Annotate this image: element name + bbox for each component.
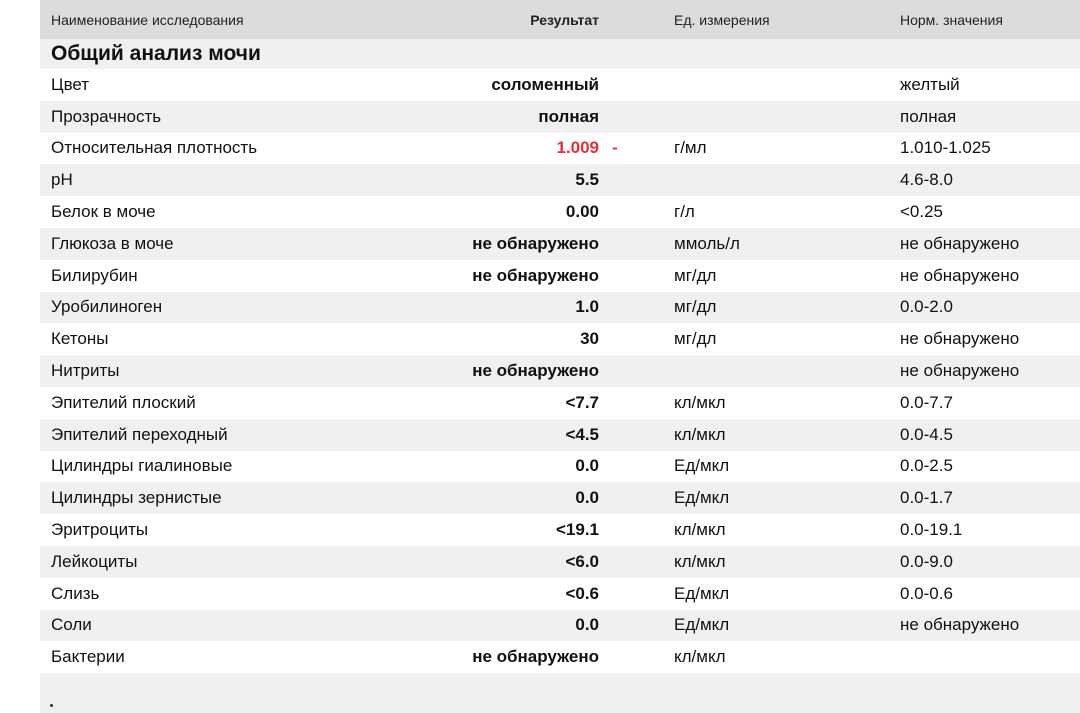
test-name: Эпителий переходный [51,424,228,444]
test-name: Цилиндры зернистые [51,488,222,508]
table-row [40,323,1080,355]
test-norm: желтый [900,74,960,94]
test-name: Относительная плотность [51,138,258,158]
test-result: не обнаружено [472,361,599,381]
test-norm: не обнаружено [900,361,1020,381]
test-name: Бактерии [51,647,125,667]
test-name: Лейкоциты [51,551,138,571]
test-result: 5.5 [575,170,599,190]
table-row [40,387,1080,419]
table-row [40,451,1080,483]
test-result: 0.00 [565,202,599,222]
test-name: Цвет [51,74,90,94]
test-unit: Ед/мкл [674,615,730,635]
test-result: 0.0 [575,488,599,508]
test-unit: г/мл [674,138,707,158]
test-unit: Ед/мкл [674,456,730,476]
abnormal-flag: - [612,138,618,158]
test-unit: мг/дл [674,297,717,317]
test-norm: 1.010-1.025 [900,138,991,158]
test-norm: 0.0-2.0 [900,297,953,317]
table-row [40,101,1080,133]
test-norm: 0.0-1.7 [900,488,953,508]
test-norm: не обнаружено [900,233,1020,253]
test-result: 0.0 [575,615,599,635]
test-result: полная [538,106,599,126]
section-title: Общий анализ мочи [51,42,261,65]
header-unit: Ед. измерения [674,11,770,28]
test-norm: 0.0-0.6 [900,583,953,603]
test-name: pH [51,170,73,190]
table-row [40,482,1080,514]
table-row [40,228,1080,260]
test-name: Слизь [51,583,100,603]
test-unit: мг/дл [674,265,717,285]
section-title-row [40,39,1080,69]
test-name: Цилиндры гиалиновые [51,456,233,476]
table-row [40,546,1080,578]
table-row [40,514,1080,546]
test-name: Эритроциты [51,520,149,540]
test-name: Прозрачность [51,106,162,126]
table-row [40,610,1080,642]
table-row [40,196,1080,228]
test-result: 0.0 [575,456,599,476]
test-result: <7.7 [565,392,599,412]
table-row [40,292,1080,324]
test-unit: кл/мкл [674,551,726,571]
test-result: 1.009 [556,138,599,158]
table-header [40,0,1080,39]
test-result: соломенный [491,74,599,94]
test-name: Соли [51,615,92,635]
test-name: Уробилиноген [51,297,163,317]
test-unit: мг/дл [674,329,717,349]
test-norm: 0.0-19.1 [900,520,963,540]
header-result: Результат [530,11,599,28]
test-unit: г/л [674,202,695,222]
test-unit: кл/мкл [674,520,726,540]
test-name: Эпителий плоский [51,392,196,412]
table-body [40,69,1080,673]
test-result: <6.0 [565,551,599,571]
test-name: Кетоны [51,329,109,349]
test-result: не обнаружено [472,233,599,253]
footer-band [40,673,1080,713]
footer-mark [50,704,53,707]
test-norm: не обнаружено [900,329,1020,349]
test-result: 1.0 [575,297,599,317]
header-norm: Норм. значения [900,11,1003,28]
table-row [40,641,1080,673]
test-unit: Ед/мкл [674,488,730,508]
table-row [40,419,1080,451]
test-norm: 0.0-9.0 [900,551,953,571]
test-norm: 0.0-7.7 [900,392,953,412]
table-row [40,133,1080,165]
table-row [40,164,1080,196]
test-unit: кл/мкл [674,392,726,412]
test-result: не обнаружено [472,265,599,285]
lab-results-table [40,0,1080,713]
test-norm: не обнаружено [900,265,1020,285]
test-name: Нитриты [51,361,120,381]
test-unit: Ед/мкл [674,583,730,603]
table-row [40,69,1080,101]
table-row [40,578,1080,610]
test-norm: 0.0-2.5 [900,456,953,476]
test-name: Билирубин [51,265,138,285]
test-result: <0.6 [565,583,599,603]
test-unit: кл/мкл [674,424,726,444]
test-norm: 0.0-4.5 [900,424,953,444]
test-norm: не обнаружено [900,615,1020,635]
test-norm: <0.25 [900,202,944,222]
test-norm: 4.6-8.0 [900,170,953,190]
test-norm: полная [900,106,957,126]
table-row [40,355,1080,387]
test-result: <19.1 [555,520,599,540]
test-result: 30 [580,329,599,349]
table-row [40,260,1080,292]
header-name: Наименование исследования [51,11,244,28]
test-unit: кл/мкл [674,647,726,667]
test-unit: ммоль/л [674,233,740,253]
test-name: Глюкоза в моче [51,233,174,253]
test-result: не обнаружено [472,647,599,667]
test-name: Белок в моче [51,202,156,222]
test-result: <4.5 [565,424,599,444]
